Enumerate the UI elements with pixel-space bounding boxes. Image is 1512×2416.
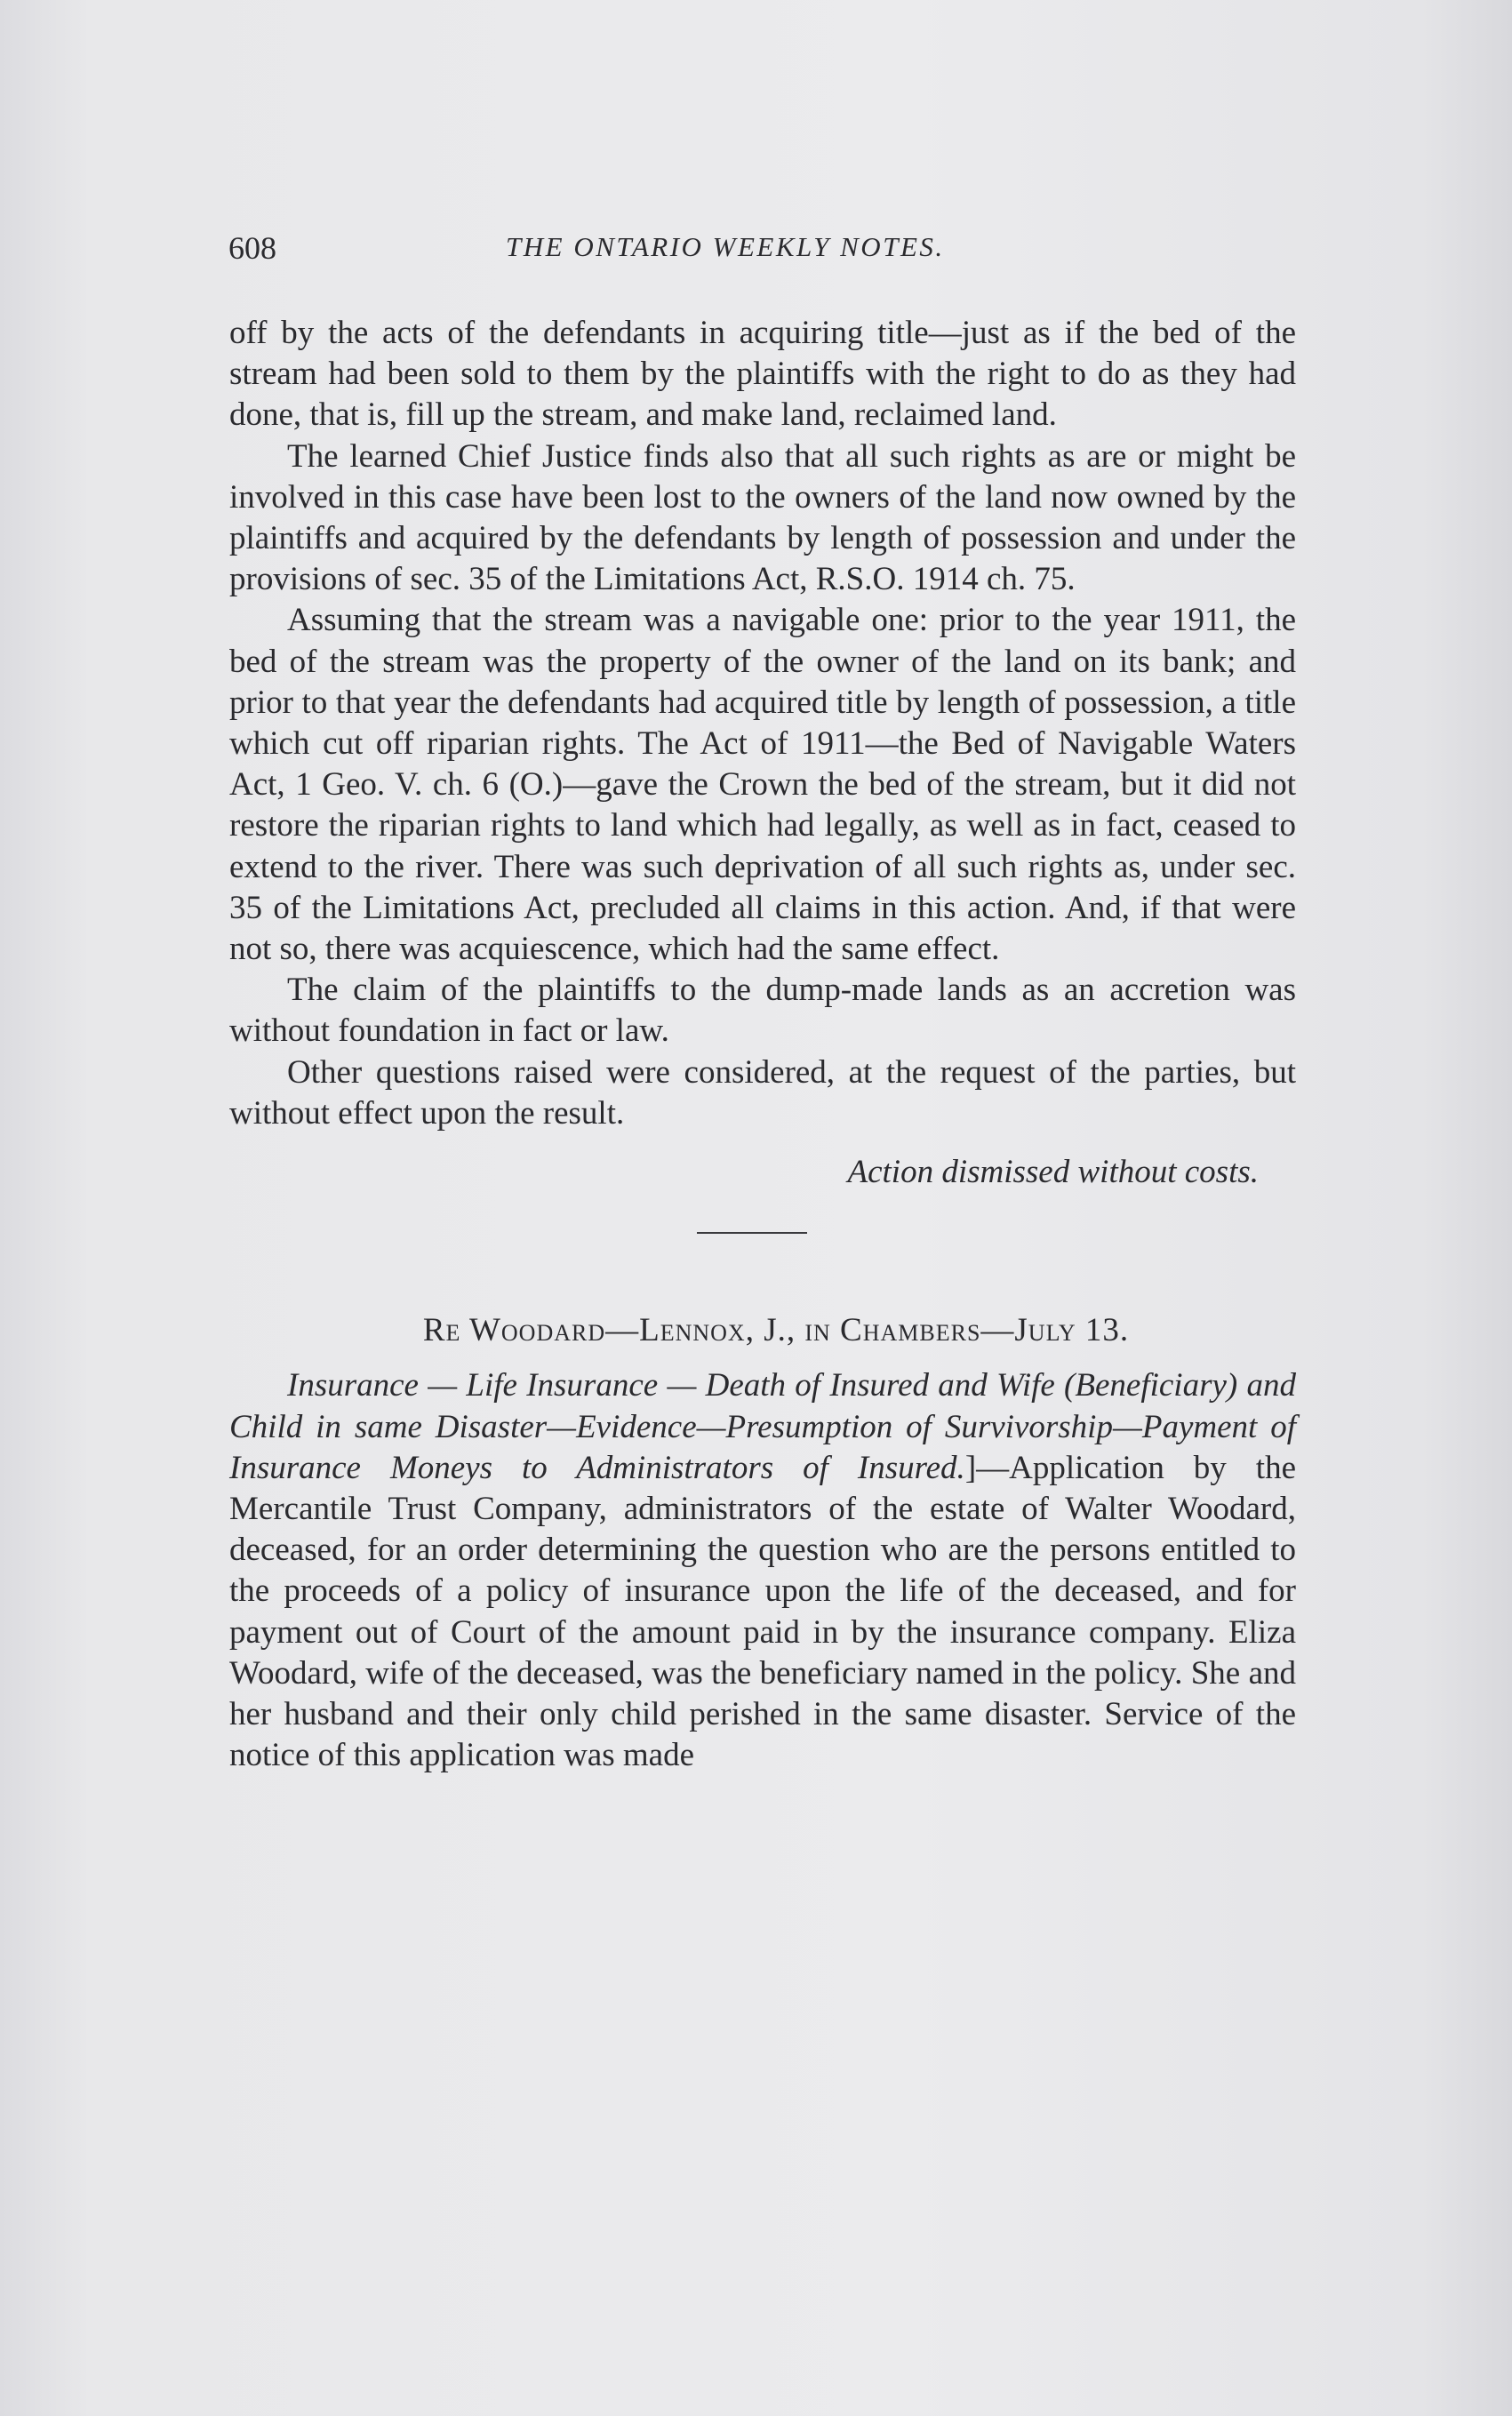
headnote-catchwords: Insurance — Life Insurance — Death of Insured and Wife (Beneficiary) and Child in same Disaster—Evidence—Presumption of Survivorship—Payment of Insurance Moneys to Administrators of Insured. — [229, 1367, 1296, 1486]
page-header — [228, 229, 1295, 274]
paragraph-accretion: The claim of the plaintiffs to the dump-made lands as an accretion was without foundation in fact or law. — [229, 972, 1296, 1050]
paragraph-limitations: The learned Chief Justice finds also that all such rights as are or might be involved in this case have been lost to the owners of the land now owned by the plaintiffs and acquired by the defendants by length of possession and under the provisions of sec. 35 of the Limitations Act, R.S.O. 1914 ch. 75. — [229, 437, 1296, 598]
page-number: 608 — [228, 230, 276, 266]
page-body — [229, 313, 1296, 1777]
paragraph-continuation: off by the acts of the defendants in acquiring title—just as if the bed of the stream had been sold to them by the plaintiffs with the right to do as they had done, that is, fill up the stream, and make land, reclaimed land. — [229, 315, 1296, 434]
case-headnote — [229, 1365, 1296, 1776]
running-title: THE ONTARIO WEEKLY NOTES. — [506, 231, 945, 262]
paragraph-navigable-stream: Assuming that the stream was a navigable one: prior to the year 1911, the bed of the stream was the property of the owner of the land on its bank; and prior to that year the defendants had acquired title by length of possession, a title which cut off riparian rights. The Act of 1911—the Bed of Navigable Waters Act, 1 Geo. V. ch. 6 (O.)—gave the Crown the bed of the stream, but it did not restore the riparian rights to land which had legally, as well as in fact, ceased to extend to the river. There was such deprivation of all such rights as, under sec. 35 of the Limitations Act, precluded all claims in this action. And, if that were not so, there was acquiescence, which had the same effect. — [229, 602, 1296, 968]
disposition-line: Action dismissed without costs. — [847, 1154, 1259, 1191]
paragraph-other-questions: Other questions raised were considered, at the request of the parties, but without effect upon the result. — [229, 1053, 1296, 1132]
case-heading: Re Woodard—Lennox, J., in Chambers—July 13. — [422, 1312, 1130, 1349]
section-divider — [697, 1232, 807, 1234]
headnote-text: ]—Application by the Mercantile Trust Company, administrators of the estate of Walter Woodard, deceased, for an order determining the question who are the persons entitled to the proceeds of a policy of insurance upon the life of the deceased, and for payment out of Court of the amount paid in by the insurance company. Eliza Woodard, wife of the deceased, was the beneficiary named in the policy. She and her husband and their only child perished in the same disaster. Service of the notice of this application was made — [229, 1449, 1296, 1774]
